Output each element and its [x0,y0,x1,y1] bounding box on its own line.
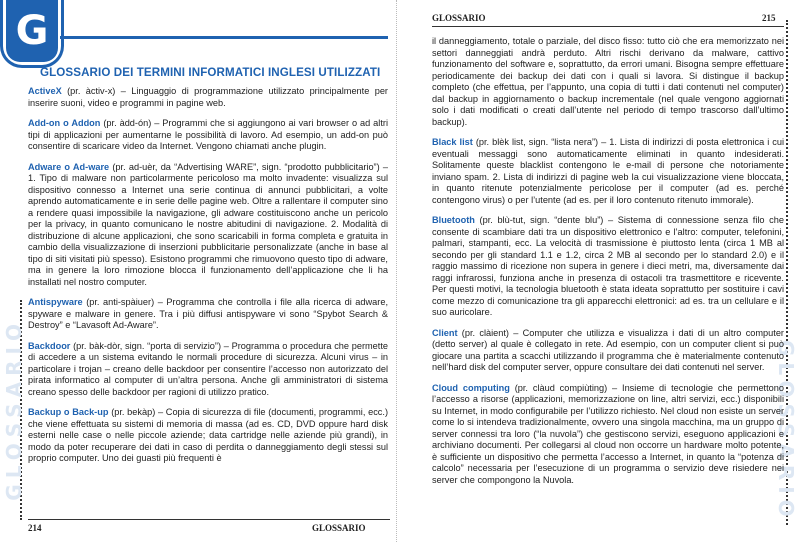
glossary-entry [28,86,388,109]
entry-text: (pr. clàient) – Computer che utilizza e visualizza i dati di un altro computer (detto server) al quale è collegato in rete. Ad esempio, con un computer client si può giocare una partita a scacchi utilizzando il programma che è materialmente contenuto nell’hard disk del computer server, oppure consultare dei dati contenuti nel server. [432,327,784,372]
left-page [0,0,396,542]
side-label: GLOSSARIO [774,340,798,523]
left-column [28,86,388,474]
side-label: GLOSSARIO [2,318,26,501]
glossary-entry [432,137,784,206]
entry-text: (pr. àctiv-x) – Linguaggio di programmazione utilizzato principalmente per inserire suoni, video e programmi in pagine web. [28,86,388,108]
letter-tab: G [6,0,58,62]
glossary-entry [28,341,388,399]
glossary-entry [28,407,388,465]
entry-term: Bluetooth [432,215,475,225]
page-number: 215 [762,13,776,23]
glossary-entry [28,118,388,153]
right-column [432,36,784,495]
entry-text: (pr. blù-tut, sign. “dente blu”) – Sistema di connessione senza filo che consente di scambiare dati tra un dispositivo elettronico e l’altro: computer, telefonini, palmari, stampanti, ecc. La velocità di trasmissione è piuttosto lenta (circa 1 MB al secondo per gli standard 1.1 e 1.2, circa 2 MB al secondo per lo standard 2.0) e il raggio massimo di ricezione non supera in genere i dieci metri, ma, diversamente dai raggi infrarossi, funziona anche in presenza di ostacoli tra trasmettitore e ricevente. Per questi motivi, la tecnologia bluetooth è stata ideata soprattutto per sostituire i cavi come mezzo di comunicazione tra gli apparecchi elettronici: ad es. tra un cellulare e il suo auricolare. [432,215,784,317]
entry-term: Backdoor [28,340,71,351]
entry-term: ActiveX [28,86,62,96]
entry-term: Client [432,327,458,338]
entry-text: (pr. àdd-ón) – Programmi che si aggiungono ai vari browser o ad altri tipi di applicazioni per aumentarne le possibilità di lavoro. Ad esempio, un add-on può consentire di scaricare video da Internet. Vengono chiamati anche plugin. [28,118,388,151]
glossary-entry [28,297,388,332]
entry-text: (pr. clàud compiùting) – Insieme di tecnologie che permettono l’accesso a risorse (applicazioni, memorizzazione on line, altri servizi, ecc.) disponibili su Internet, in modo configurabile per l’utilizzo richiesto. Nel cloud non esiste un server come lo si intendeva tradizionalmente, ovvero una singola macchina, ma un gruppo di server connessi tra loro (“la nuvola”) che gestiscono servizi, eseguono applicazioni e archiviano documenti. Per collegarsi al cloud non occorre un hardware molto potente, è sufficiente un dispositivo che permetta l’accesso a Internet, in quanto la “potenza di calcolo” necessaria per l’esecuzione di un programma o servizio deve risiedere nei server che compongono la Nuvola. [432,382,784,485]
glossary-entry [28,162,388,289]
continued-text: il danneggiamento, totale o parziale, del disco fisso: tutto ciò che era memorizzato nei settori danneggiati andrà perduto. Altri rischi derivano da malware, cattivo funzionamento del software e, soprattutto, da errori umani. Bisogna sempre effettuare periodicamente dei backup dei dati con i quali si lavora. Si distingue il backup completo (che effettua, per l’appunto, una copia di tutti i dati contenuti nel computer) dal backup in aggiornamento o backup incrementale (nel quale vengono aggiornati solo i dati modificati o creati dall’utente nel periodo di tempo trascorso dall’ultimo backup). [432,36,784,127]
page-number: 214 [28,523,42,533]
running-footer: GLOSSARIO [312,523,366,533]
glossary-entry [432,383,784,487]
entry-text: (pr. bekàp) – Copia di sicurezza di file (documenti, programmi, ecc.) che viene effettuata su sistemi di memoria di massa (ad es. CD, DVD oppure hard disk esterni nelle case o nelle piccole aziende; data cartridge nelle aziende più grandi), in modo da poter recuperare dei dati in caso di perdita o danneggiamento degli stessi sul proprio computer. Uno dei guasti più frequenti è [28,407,389,463]
header-rule [60,36,388,39]
entry-term: Cloud computing [432,382,510,393]
footer-rule [28,519,390,520]
right-page [404,0,800,542]
running-header: GLOSSARIO [432,13,486,23]
entry-term: Backup o Back-up [28,407,109,417]
glossary-entry [432,328,784,374]
entry-term: Adware o Ad-ware [28,161,110,172]
entry-text: (pr. ad-uèr, da “Advertising WARE”, sign. “prodotto pubblicitario”) – 1. Tipo di malware non particolarmente pericoloso ma molto invadente: visualizza sul dispositivo connesso a Internet una serie continua di annunci pubblicitari, a volte aprendo automaticamente e in serie delle pagine web. Oltre a rallentare il computer sino a rendere quasi impossibile la navigazione, gli adware costituiscono anche un pericolo per la privacy, in quanto comunicano le nostre abitudini di navigazione. 2. Modalità di distribuzione di alcune applicazioni, che sono scaricabili in forma completa e gratuita in cambio della visualizzazione di inserzioni pubblicitarie personalizzate (anche in base al tipo di siti visitati più spesso). Esistono programmi che rimuovono questo tipo di adware, ma in genere la loro rimozione blocca il funzionamento dell’applicazione che li ha installati nel nostro computer. [28,161,388,287]
entry-text: (pr. bàk-dòr, sign. “porta di servizio”) – Programma o procedura che permette di accedere a un sistema evitando le normali procedure di sicurezza. Alcuni virus – in particolare i trojan – creano delle backdoor per consentire l’accesso non autorizzato del pirata informatico al computer di un’altra persona. Anche gli amministratori di sistema creano spesso delle backdoor per ragioni di utilizzo pratico. [28,340,388,397]
glossary-entry [432,215,784,319]
entry-term: Antispyware [28,297,83,307]
header-rule [432,26,784,27]
entry-text: (pr. blèk list, sign. “lista nera”) – 1. Lista di indirizzi di posta elettronica i cui eventuali messaggi sono automaticamente eliminati in quanto indesiderati. Solitamente queste blacklist contengono le e-mail di persone che notoriamente inviano spam. 2. Lista di indirizzi di pagine web la cui visualizzazione viene bloccata, in quanto ritenute potenzialmente pericolose per il computer (ad es. perché contengono virus) o per l’utente (ad es. per il loro contenuto ritenuto immorale). [432,137,785,205]
entry-term: Black list [432,137,473,147]
entry-text: (pr. anti-spàiuer) – Programma che controlla i file alla ricerca di adware, spyware e malware in genere. Tra i più diffusi antispyware vi sono “Spybot Search & Destroy” e “Lavasoft Ad-Aware”. [28,297,388,330]
entry-term: Add-on o Addon [28,118,101,128]
page-title: GLOSSARIO DEI TERMINI INFORMATICI INGLESI UTILIZZATI [40,66,381,79]
